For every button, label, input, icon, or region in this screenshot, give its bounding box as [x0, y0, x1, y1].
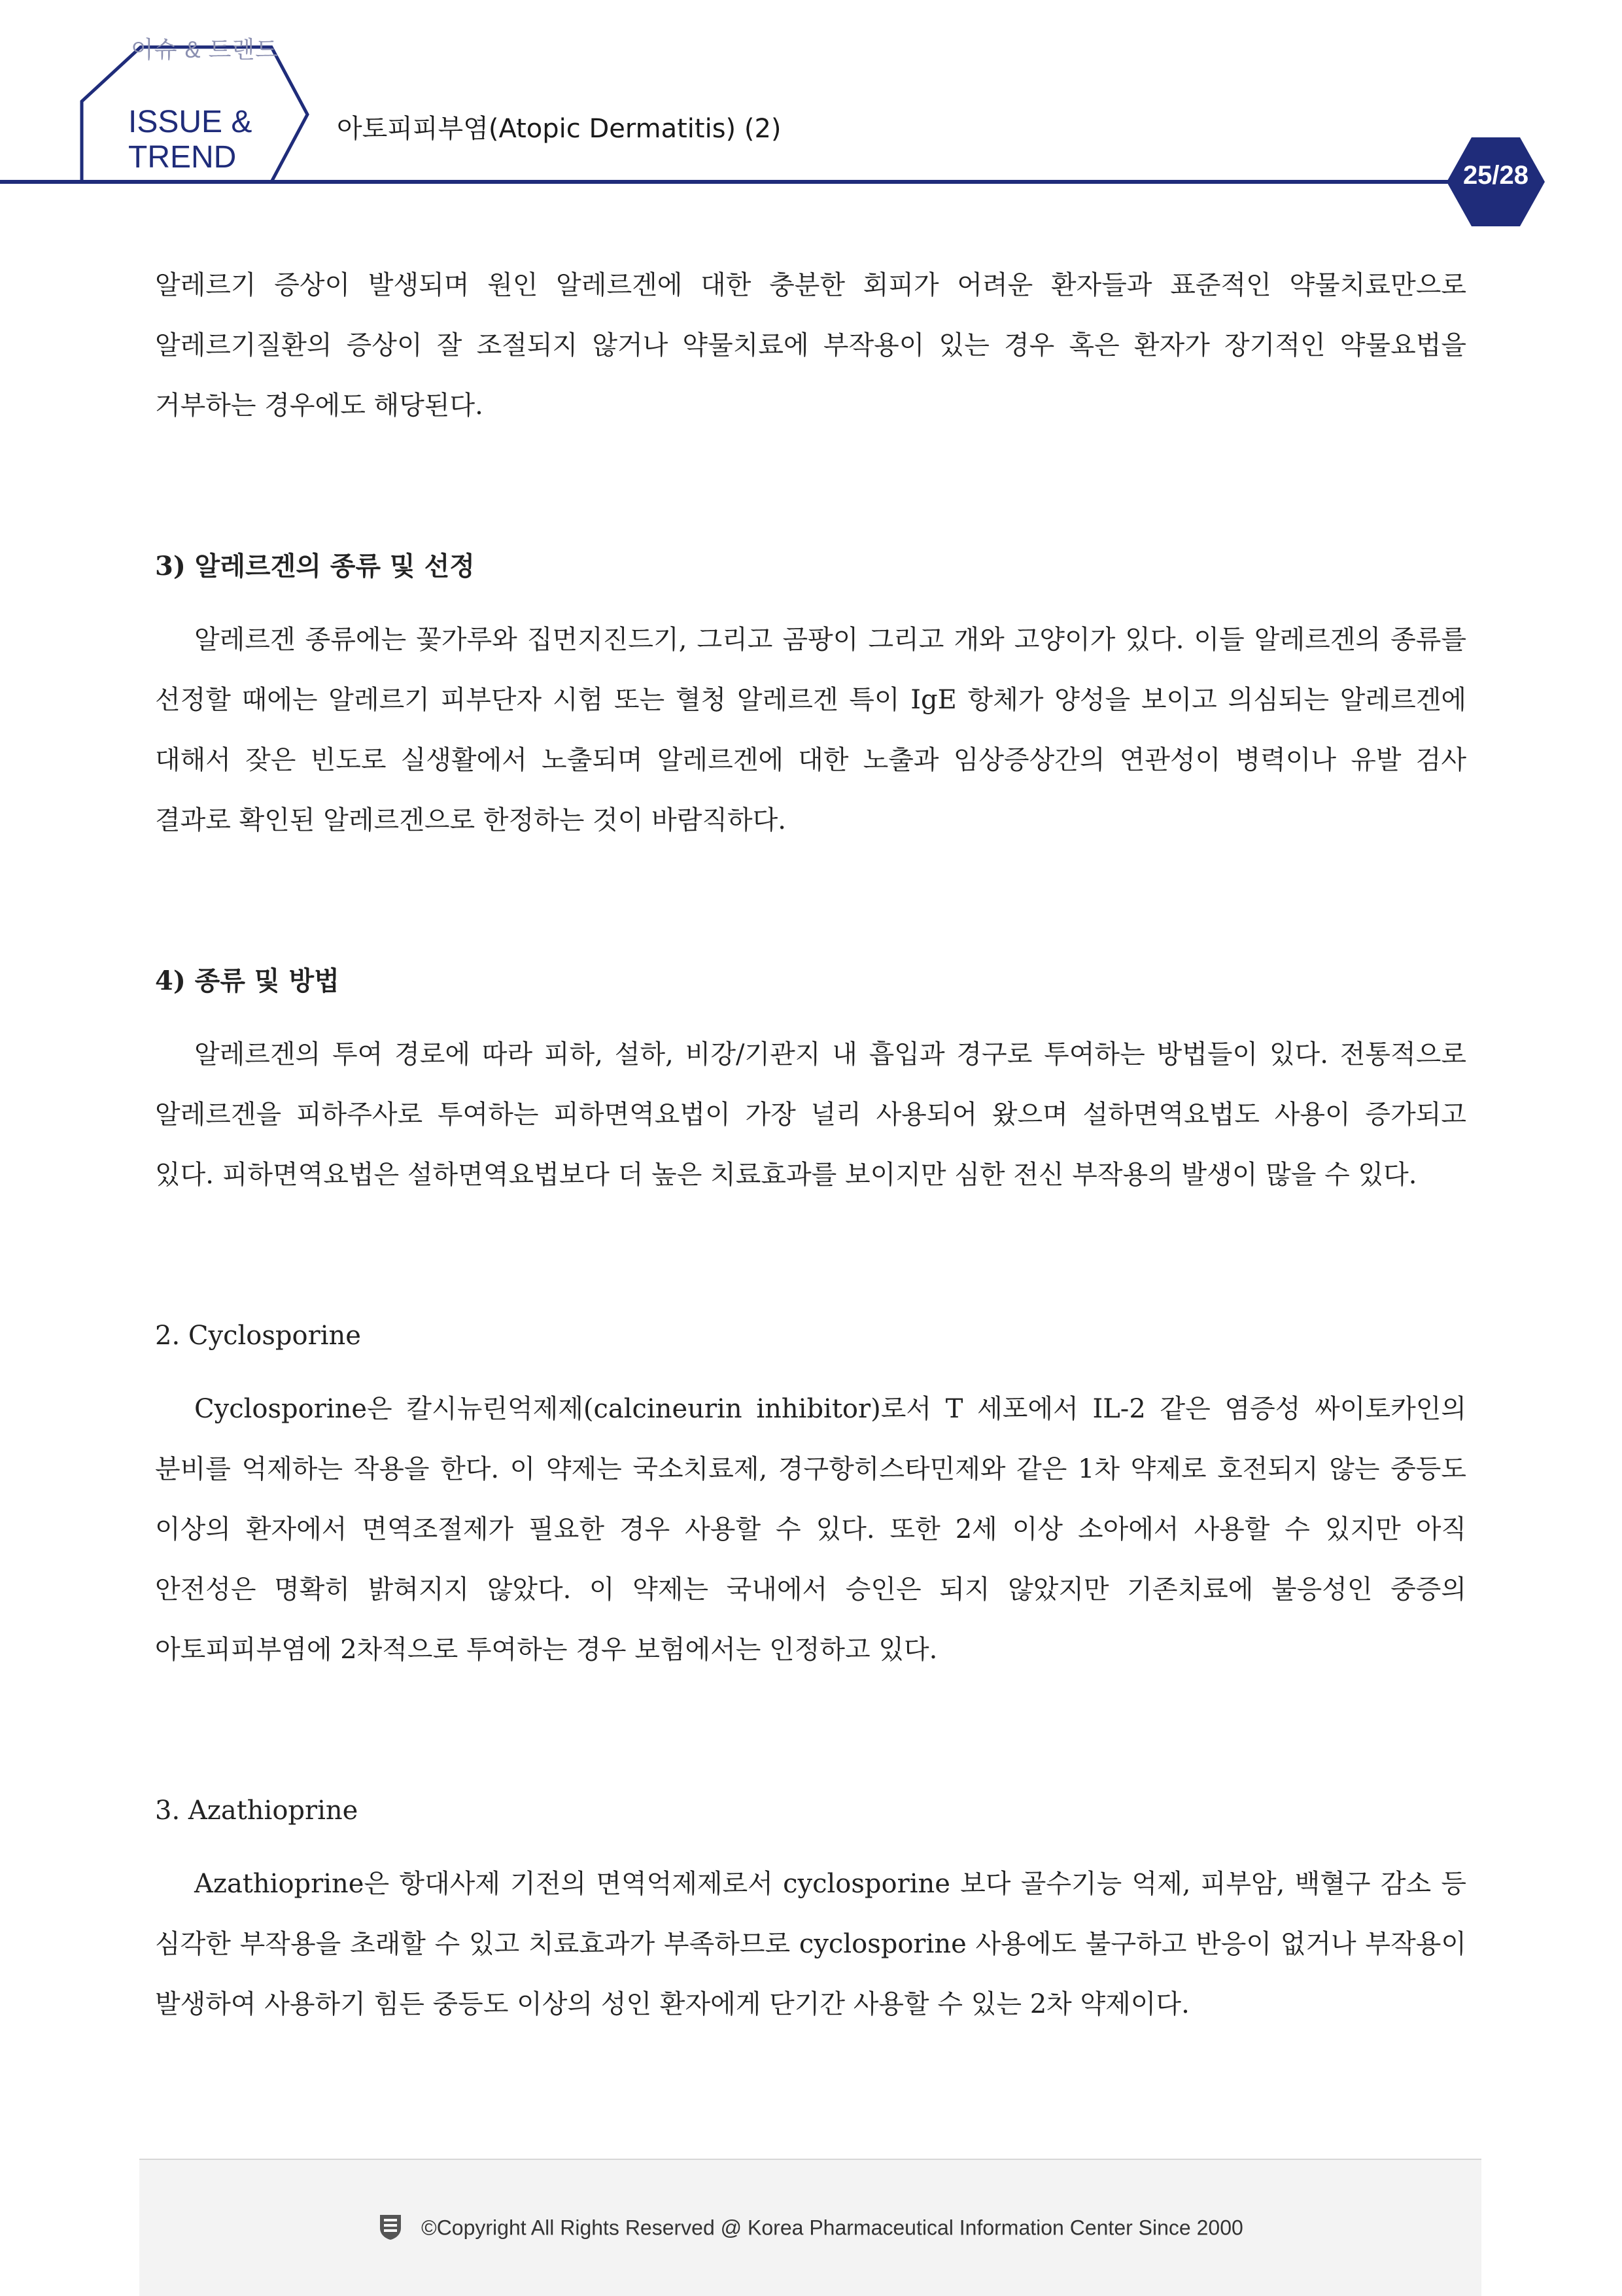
document-title: 아토피피부염(Atopic Dermatitis) (2) [337, 114, 782, 144]
kpic-logo-icon [377, 2212, 404, 2246]
page-footer [139, 2159, 1481, 2296]
section-heading-types-methods: 4) 종류 및 방법 [155, 965, 339, 996]
page-number: 25/28 [1462, 161, 1529, 190]
badge-issue-label: ISSUE & [128, 105, 252, 139]
badge-trend-label: TREND [128, 140, 237, 175]
main-content [155, 255, 1466, 2034]
badge-korean-label: 이슈 & 트렌드 [131, 36, 279, 63]
page-header [0, 0, 1622, 229]
intro-paragraph: 알레르기 증상이 발생되며 원인 알레르겐에 대한 충분한 회피가 어려운 환자들과 표준적인 약물치료만으로 알레르기질환의 증상이 잘 조절되지 않거나 약물치료에 부작용이 있는 경우 혹은 환자가 장기적인 약물요법을 거부하는 경우에도 해당된다. [155, 270, 1466, 421]
section-paragraph-types-methods: 알레르겐의 투여 경로에 따라 피하, 설하, 비강/기관지 내 흡입과 경구로 투여하는 방법들이 있다. 전통적으로 알레르겐을 피하주사로 투여하는 피하면역요법이 가장 널리 사용되어 왔으며 설하면역요법도 사용이 증가되고 있다. 피하면역요법은 설하면역요법보다 더 높은 치료효과를 보이지만 심한 전신 부작용의 발생이 많을 수 있다. [155, 1039, 1466, 1190]
section-heading-cyclosporine: 2. Cyclosporine [155, 1321, 361, 1351]
section-paragraph-allergen-selection: 알레르겐 종류에는 꽃가루와 집먼지진드기, 그리고 곰팡이 그리고 개와 고양이가 있다. 이들 알레르겐의 종류를 선정할 때에는 알레르기 피부단자 시험 또는 혈청 알레르겐 특이 IgE 항체가 양성을 보이고 의심되는 알레르겐에 대해서 잦은 빈도로 실생활에서 노출되며 알레르겐에 대한 노출과 임상증상간의 연관성이 병력이나 유발 검사 결과로 확인된 알레르겐으로 한정하는 것이 바람직하다. [155, 625, 1466, 835]
section-paragraph-cyclosporine: Cyclosporine은 칼시뉴린억제제(calcineurin inhibitor)로서 T 세포에서 IL-2 같은 염증성 싸이토카인의 분비를 억제하는 작용을 한다. 이 약제는 국소치료제, 경구항히스타민제와 같은 1차 약제로 호전되지 않는 중등도 이상의 환자에서 면역조절제가 필요한 경우 사용할 수 있다. 또한 2세 이상 소아에서 사용할 수 있지만 아직 안전성은 명확히 밝혀지지 않았다. 이 약제는 국내에서 승인은 되지 않았지만 기존치료에 불응성인 중증의 아토피피부염에 2차적으로 투여하는 경우 보험에서는 인정하고 있다. [155, 1394, 1466, 1665]
copyright-text: ©Copyright All Rights Reserved @ Korea Pharmaceutical Information Center Since 2000 [421, 2216, 1243, 2240]
section-paragraph-azathioprine: Azathioprine은 항대사제 기전의 면역억제제로서 cyclosporine 보다 골수기능 억제, 피부암, 백혈구 감소 등 심각한 부작용을 초래할 수 있고 치료효과가 부족하므로 cyclosporine 사용에도 불구하고 반응이 없거나 부작용이 발생하여 사용하기 힘든 중등도 이상의 성인 환자에게 단기간 사용할 수 있는 2차 약제이다. [155, 1869, 1466, 2019]
section-heading-allergen-selection: 3) 알레르겐의 종류 및 선정 [155, 551, 475, 582]
section-heading-azathioprine: 3. Azathioprine [155, 1796, 358, 1826]
